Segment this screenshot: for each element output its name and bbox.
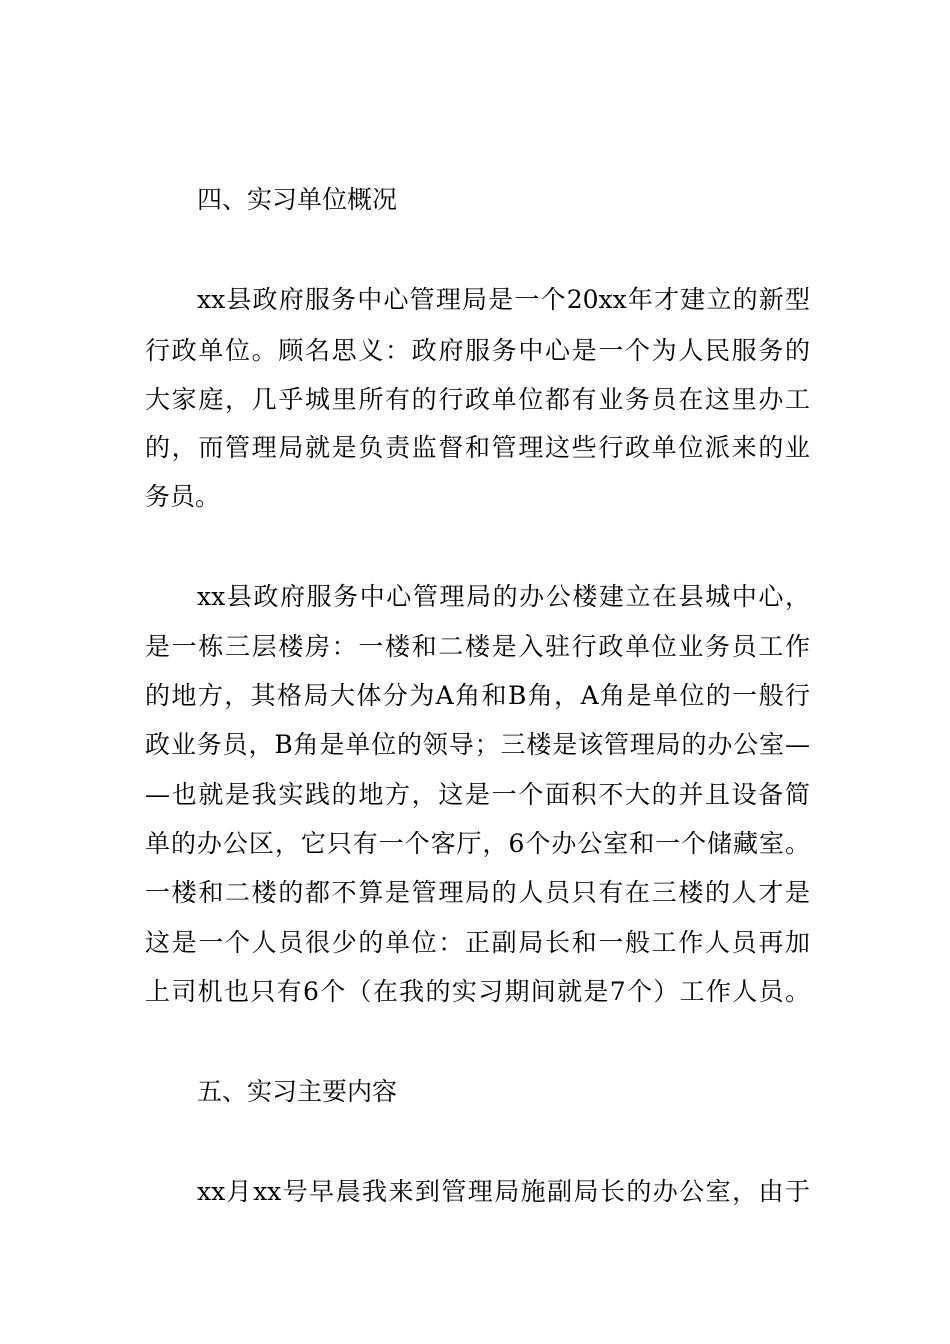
paragraph-2-line-8: 这是一个人员很少的单位：正副局长和一般工作人员再加	[145, 928, 810, 957]
paragraph-2-line-2: 是一栋三层楼房：一楼和二楼是入驻行政单位业务员工作	[145, 632, 810, 661]
paragraph-2-line-9: 上司机也只有6个（在我的实习期间就是7个）工作人员。	[145, 977, 810, 1006]
paragraph-1-line-5: 务员。	[145, 482, 221, 511]
paragraph-2-line-3: 的地方，其格局大体分为A角和B角，A角是单位的一般行	[145, 681, 810, 710]
paragraph-1-line-2: 行政单位。顾名思义：政府服务中心是一个为人民服务的	[145, 336, 810, 365]
section-heading-4: 四、实习单位概况	[197, 185, 398, 214]
paragraph-1-line-4: 的，而管理局就是负责监督和管理这些行政单位派来的业	[145, 433, 810, 462]
paragraph-3-line-1: xx月xx号早晨我来到管理局施副局长的办公室，由于	[197, 1177, 810, 1206]
paragraph-2-line-7: 一楼和二楼的都不算是管理局的人员只有在三楼的人才是	[145, 878, 810, 907]
paragraph-2-line-4: 政业务员，B角是单位的领导；三楼是该管理局的办公室—	[145, 730, 810, 759]
paragraph-1-line-1: xx县政府服务中心管理局是一个20xx年才建立的新型	[197, 285, 810, 314]
paragraph-2-line-6: 单的办公区，它只有一个客厅，6个办公室和一个储藏室。	[145, 829, 810, 858]
paragraph-2-line-1: xx县政府服务中心管理局的办公楼建立在县城中心，	[197, 582, 810, 611]
paragraph-1-line-3: 大家庭，几乎城里所有的行政单位都有业务员在这里办工	[145, 385, 810, 414]
paragraph-2-line-5: —也就是我实践的地方，这是一个面积不大的并且设备简	[145, 780, 810, 809]
section-heading-5: 五、实习主要内容	[197, 1077, 398, 1106]
